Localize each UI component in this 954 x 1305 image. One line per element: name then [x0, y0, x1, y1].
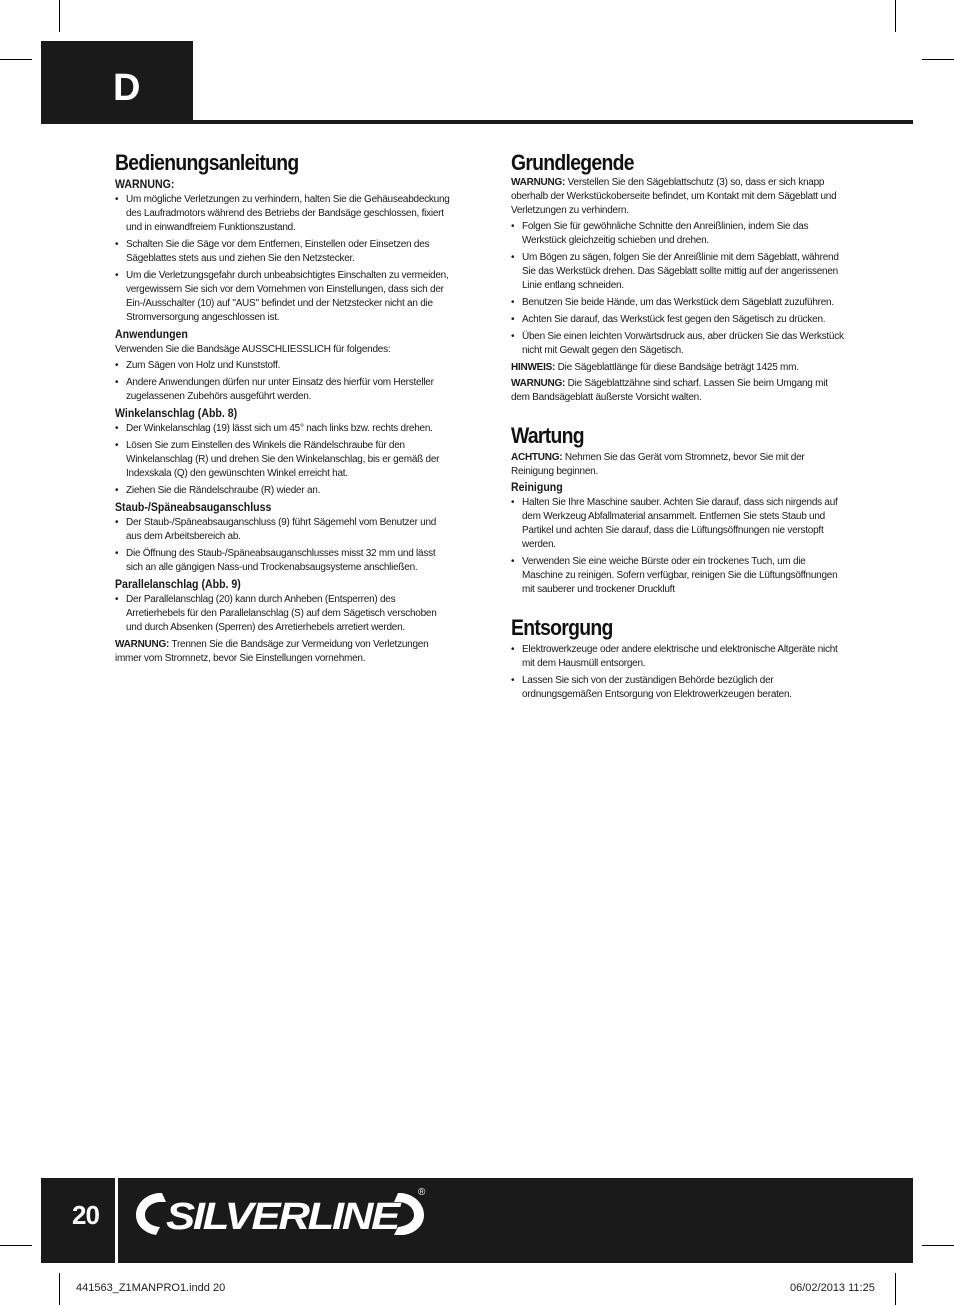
print-timestamp: 06/02/2013 11:25	[790, 1282, 875, 1294]
registered-mark: ®	[418, 1187, 426, 1198]
hinweis-label: HINWEIS:	[511, 362, 556, 373]
list-item: • Um die Verletzungsgefahr durch unbeabsichtigtes Einschalten zu vermeiden, vergewissern Sie sich vor dem Vornehmen von Einstellungen, dass sich der Ein-/Ausschalter (10) auf "AUS" befindet und der Netzstecker nicht an die Stromversorgung angeschlossen ist.	[115, 269, 450, 325]
list-item: • Um mögliche Verletzungen zu verhindern, halten Sie die Gehäuseabdeckung des Laufradmotors während des Betriebs der Bandsäge geschlossen, fixiert und in einwandfreiem Funktionszustand.	[115, 193, 450, 235]
anwendungen-intro: Verwenden Sie die Bandsäge AUSSCHLIESSLICH für folgendes:	[115, 344, 391, 355]
grundlegende-list	[511, 220, 846, 358]
hinweis-text: Die Sägeblattlänge für diese Bandsäge beträgt 1425 mm.	[557, 362, 799, 373]
list-item: • Schalten Sie die Säge vor dem Entfernen, Einstellen oder Einsetzen des Sägeblattes stets aus und ziehen Sie den Netzstecker.	[115, 238, 450, 266]
file-info: 441563_Z1MANPRO1.indd 20	[76, 1282, 226, 1294]
warning-label: WARNUNG:	[115, 639, 170, 650]
list-item: • Der Staub-/Späneabsauganschluss (9) führt Sägemehl vom Benutzer und aus dem Arbeitsbereich ab.	[115, 516, 450, 544]
blade-warning	[511, 377, 846, 405]
hinweis-note	[511, 361, 846, 375]
list-item: • Lassen Sie sich von der zuständigen Behörde bezüglich der ordnungsgemäßen Entsorgung von Elektrowerkzeugen beraten.	[511, 674, 846, 702]
section-title-grundlegende: Grundlegende	[511, 150, 634, 175]
list-item: • Um Bögen zu sägen, folgen Sie der Anreißlinie mit dem Sägeblatt, während Sie das Werkstück drehen. Das Sägeblatt sollte mittig auf der angerissenen Linie entlang schneiden.	[511, 251, 846, 293]
left-column	[115, 150, 450, 668]
crop-mark	[59, 0, 60, 32]
crop-mark	[922, 1245, 954, 1246]
staub-list	[115, 516, 450, 575]
warning-list	[115, 193, 450, 325]
warning-label: WARNUNG:	[511, 378, 566, 389]
crop-mark	[895, 1273, 896, 1305]
language-tab	[41, 41, 193, 124]
warning-text: Die Sägeblattzähne sind scharf. Lassen Sie beim Umgang mit dem Bandsägeblatt äußerste Vorsicht walten.	[511, 378, 828, 403]
subheading-winkelanschlag: Winkelanschlag (Abb. 8)	[115, 408, 238, 420]
page-number: 20	[72, 1200, 99, 1230]
list-item: • Ziehen Sie die Rändelschraube (R) wieder an.	[115, 484, 450, 498]
warning-label: WARNUNG:	[511, 177, 566, 188]
list-item: • Halten Sie Ihre Maschine sauber. Achten Sie darauf, dass sich nirgends auf dem Werkzeug Abfallmaterial ansammelt. Entfernen Sie stets Staub und Partikel und achten Sie darauf, dass die Lüftungsöffnungen nie verstopft werden.	[511, 496, 846, 552]
list-item: • Andere Anwendungen dürfen nur unter Einsatz des hierfür vom Hersteller zugelassenen Zubehörs ausgeführt werden.	[115, 376, 450, 404]
anwendungen-list	[115, 359, 450, 404]
crop-mark	[59, 1273, 60, 1305]
list-item: • Die Öffnung des Staub-/Späneabsauganschlusses misst 32 mm und lässt sich an alle gängigen Nass-und Trockenabsaugsysteme anschließen.	[115, 547, 450, 575]
subheading-staubabsaugung: Staub-/Späneabsauganschluss	[115, 502, 272, 514]
brand-wordmark: SILVERLINE	[166, 1196, 403, 1238]
silverline-logo	[132, 1185, 432, 1239]
spanner-right-icon	[394, 1193, 424, 1235]
warning-text: Trennen Sie die Bandsäge zur Vermeidung von Verletzungen immer vom Stromnetz, bevor Sie Einstellungen vornehmen.	[115, 639, 429, 664]
achtung-text: Nehmen Sie das Gerät vom Stromnetz, bevor Sie mit der Reinigung beginnen.	[511, 452, 805, 477]
header-rule	[41, 120, 913, 124]
entsorgung-list	[511, 643, 846, 702]
grundlegende-warning	[511, 176, 846, 218]
language-code: D	[113, 67, 141, 109]
list-item: • Lösen Sie zum Einstellen des Winkels die Rändelschraube für den Winkelanschlag (R) und drehen Sie den Winkelanschlag, bis er gemäß der Indexskala (Q) den gewünschten Winkel erreicht hat.	[115, 439, 450, 481]
achtung-label: ACHTUNG:	[511, 452, 563, 463]
parallel-list	[115, 593, 450, 635]
list-item: • Folgen Sie für gewöhnliche Schnitte den Anreißlinien, indem Sie das Werkstück gleichzeitig schieben und drehen.	[511, 220, 846, 248]
crop-mark	[895, 0, 896, 32]
parallel-warning	[115, 638, 450, 666]
warning-text: Verstellen Sie den Sägeblattschutz (3) so, dass er sich knapp oberhalb der Werkstückoberseite befindet, um Kontakt mit dem Sägeblatt und Verletzungen zu verhindern.	[511, 177, 837, 216]
list-item: • Zum Sägen von Holz und Kunststoff.	[115, 359, 450, 373]
crop-mark	[0, 1245, 32, 1246]
crop-mark	[922, 59, 954, 60]
subheading-reinigung: Reinigung	[511, 482, 563, 494]
crop-mark	[0, 59, 32, 60]
footer-divider	[115, 1178, 118, 1263]
winkel-list	[115, 422, 450, 498]
list-item: • Der Winkelanschlag (19) lässt sich um 45° nach links bzw. rechts drehen.	[115, 422, 450, 436]
subheading-parallelanschlag: Parallelanschlag (Abb. 9)	[115, 579, 241, 591]
reinigung-list	[511, 496, 846, 597]
section-title-wartung: Wartung	[511, 423, 584, 448]
achtung-note	[511, 451, 846, 479]
subheading-anwendungen: Anwendungen	[115, 329, 188, 341]
list-item: • Achten Sie darauf, das Werkstück fest gegen den Sägetisch zu drücken.	[511, 313, 846, 327]
section-title-entsorgung: Entsorgung	[511, 615, 613, 640]
spanner-left-icon	[136, 1193, 166, 1235]
list-item: • Üben Sie einen leichten Vorwärtsdruck aus, aber drücken Sie das Werkstück nicht mit Gewalt gegen den Sägetisch.	[511, 330, 846, 358]
list-item: • Benutzen Sie beide Hände, um das Werkstück dem Sägeblatt zuzuführen.	[511, 296, 846, 310]
right-column	[511, 150, 846, 705]
list-item: • Verwenden Sie eine weiche Bürste oder ein trockenes Tuch, um die Maschine zu reinigen. Sofern verfügbar, reinigen Sie die Lüftungsöffnungen mit sauberer und trockener Druckluft	[511, 555, 846, 597]
warning-heading: WARNUNG:	[115, 179, 175, 191]
section-title-bedienungsanleitung: Bedienungsanleitung	[115, 150, 299, 175]
list-item: • Elektrowerkzeuge oder andere elektrische und elektronische Altgeräte nicht mit dem Hausmüll entsorgen.	[511, 643, 846, 671]
list-item: • Der Parallelanschlag (20) kann durch Anheben (Entsperren) des Arretierhebels für den Parallelanschlag (S) auf dem Sägetisch verschoben und durch Absenken (Sperren) des Arretierhebels arretiert werden.	[115, 593, 450, 635]
